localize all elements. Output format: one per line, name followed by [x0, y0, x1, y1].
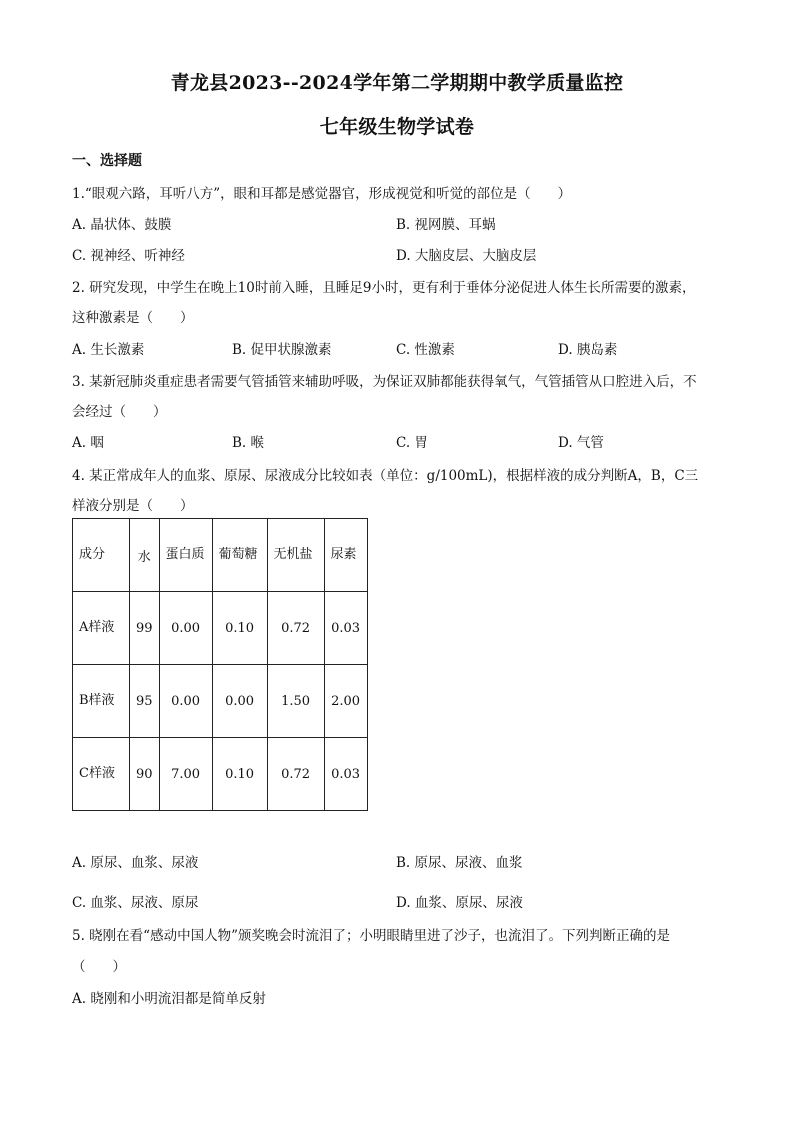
q3-option-d: D. 气管 [558, 435, 604, 451]
table-cell: 0.72 [267, 592, 324, 665]
table-cell: 0.03 [324, 738, 367, 811]
q1-option-b: B. 视网膜、耳蜗 [396, 217, 496, 233]
q4-option-d: D. 血浆、原尿、尿液 [396, 895, 523, 911]
table-cell: 90 [130, 738, 160, 811]
q2-option-c: C. 性激素 [396, 342, 455, 358]
table-header-cell: 水 [130, 519, 160, 592]
question-4-stem-line1: 4. 某正常成年人的血浆、原尿、尿液成分比较如表（单位：g/100mL)，根据样液的成分判断A，B，C三 [72, 468, 699, 484]
table-cell: 0.03 [324, 592, 367, 665]
q2-option-b: B. 促甲状腺激素 [232, 342, 332, 358]
question-3-stem-line1: 3. 某新冠肺炎重症患者需要气管插管来辅助呼吸，为保证双肺都能获得氧气，气管插管从口腔进入后，不 [72, 374, 697, 390]
table-cell: 7.00 [159, 738, 212, 811]
q4-option-c: C. 血浆、尿液、原尿 [72, 895, 199, 911]
table-cell: 0.72 [267, 738, 324, 811]
exam-subtitle: 七年级生物学试卷 [319, 116, 475, 138]
q4-option-a: A. 原尿、血浆、尿液 [72, 855, 199, 871]
table-cell: 95 [130, 665, 160, 738]
table-header-cell: 蛋白质 [159, 519, 212, 592]
question-5-stem-line1: 5. 晓刚在看“感动中国人物”颁奖晚会时流泪了；小明眼睛里进了沙子，也流泪了。下列判断正确的是 [72, 928, 670, 944]
section-heading: 一、选择题 [72, 153, 142, 169]
q3-option-b: B. 喉 [232, 435, 265, 451]
table-row [73, 592, 368, 665]
question-4-stem-line2: 样液分别是（ ） [72, 498, 194, 514]
table-header-cell: 尿素 [324, 519, 367, 592]
table-header-cell: 无机盐 [267, 519, 324, 592]
q3-option-c: C. 胃 [396, 435, 428, 451]
table-cell: C样液 [73, 738, 130, 811]
table-header-row [73, 519, 368, 592]
q1-option-a: A. 晶状体、鼓膜 [72, 217, 172, 233]
table-row [73, 738, 368, 811]
table-row [73, 665, 368, 738]
composition-table [72, 518, 368, 811]
q1-option-d: D. 大脑皮层、大脑皮层 [396, 248, 537, 264]
q1-option-c: C. 视神经、听神经 [72, 248, 185, 264]
question-1-stem: 1.“眼观六路，耳听八方”，眼和耳都是感觉器官，形成视觉和听觉的部位是（ ） [72, 186, 572, 202]
table-cell: A样液 [73, 592, 130, 665]
q3-option-a: A. 咽 [72, 435, 104, 451]
question-3-stem-line2: 会经过（ ） [72, 404, 167, 420]
table-cell: 99 [130, 592, 160, 665]
q4-option-b: B. 原尿、尿液、血浆 [396, 855, 523, 871]
table-cell: 0.00 [159, 592, 212, 665]
table-cell: 0.00 [159, 665, 212, 738]
q2-option-a: A. 生长激素 [72, 342, 145, 358]
question-2-stem-line2: 这种激素是（ ） [72, 310, 194, 326]
q2-option-d: D. 胰岛素 [558, 342, 618, 358]
q5-option-a: A. 晓刚和小明流泪都是简单反射 [72, 991, 266, 1007]
table-cell: B样液 [73, 665, 130, 738]
table-cell: 2.00 [324, 665, 367, 738]
table-header-cell: 葡萄糖 [212, 519, 267, 592]
exam-title: 青龙县2023--2024学年第二学期期中教学质量监控 [170, 72, 624, 94]
table-cell: 1.50 [267, 665, 324, 738]
table-cell: 0.00 [212, 665, 267, 738]
question-2-stem-line1: 2. 研究发现，中学生在晚上10时前入睡，且睡足9小时，更有利于垂体分泌促进人体生长所需要的激素， [72, 280, 696, 296]
table-header-cell: 成分 [73, 519, 130, 592]
question-5-stem-line2: （ ） [72, 959, 126, 975]
table-cell: 0.10 [212, 592, 267, 665]
table-cell: 0.10 [212, 738, 267, 811]
